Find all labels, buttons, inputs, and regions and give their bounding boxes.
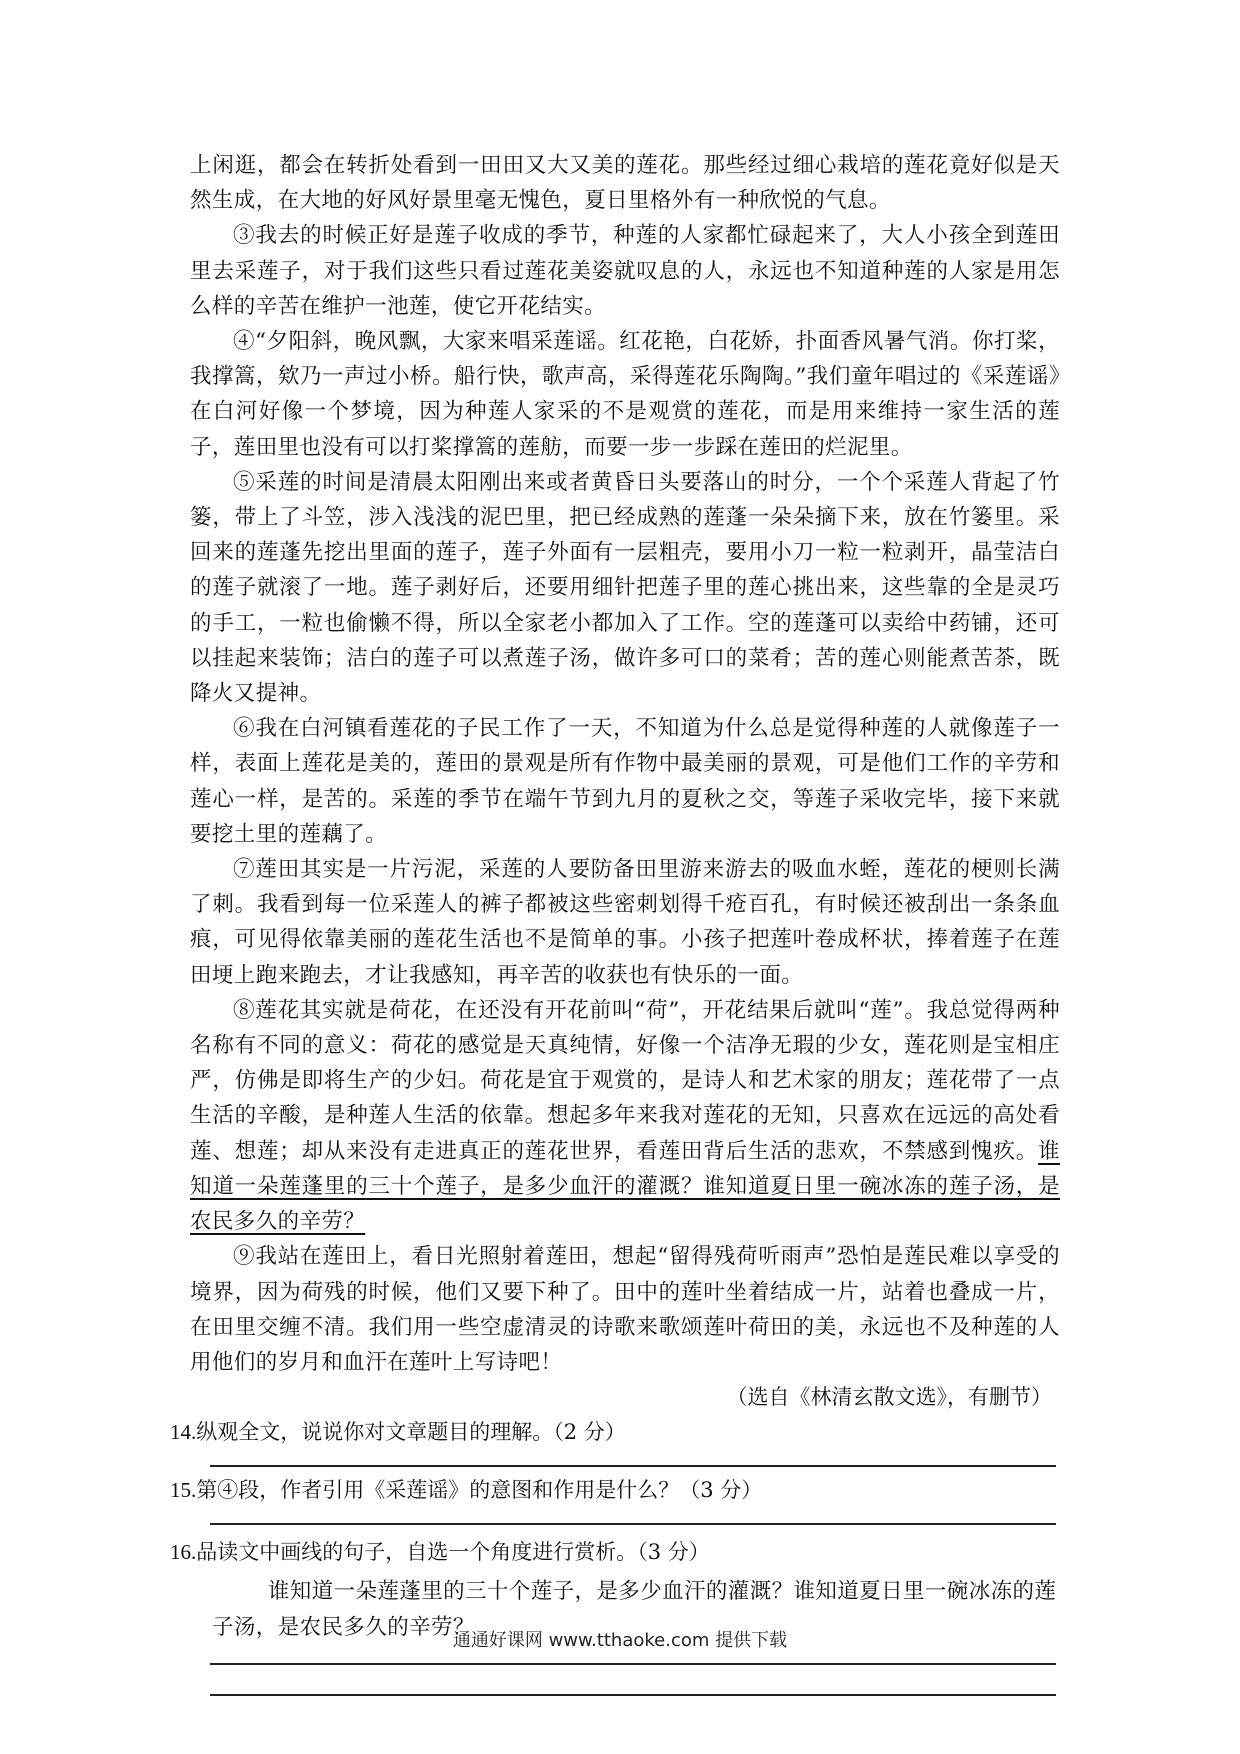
underlined-sentence: 谁知道一朵莲蓬里的三十个莲子，是多少血汗的灌溉？谁知道夏日里一碗冰冻的莲子汤，是农民多久的辛劳？ [190,1138,1060,1235]
question-text: 第④段，作者引用《采莲谣》的意图和作用是什么？（3 分） [196,1478,763,1503]
paragraph-3: ③我去的时候正好是莲子收成的季节，种莲的人家都忙碌起来了，大人小孩全到莲田里去采莲子，对于我们这些只看过莲花美姿就叹息的人，永远也不知道种莲的人家是用怎么样的辛苦在维护一池莲，使它开花结实。 [190,223,1060,319]
paragraph-6: ⑥我在白河镇看莲花的子民工作了一天，不知道为什么总是觉得种莲的人就像莲子一样，表面上莲花是美的，莲田的景观是所有作物中最美丽的景观，可是他们工作的辛劳和莲心一样，是苦的。采莲的季节在端午节到九月的夏秋之交，等莲子采收完毕，接下来就要挖土里的莲藕了。 [190,716,1060,847]
answer-line[interactable] [210,1693,1056,1696]
question-15 [170,1473,1060,1525]
footer-credit: 通通好课网 www.tthaoke.com 提供下载 [452,1630,788,1651]
answer-line[interactable] [210,1522,1056,1525]
paragraph-continued: 上闲逛，都会在转折处看到一田田又大又美的莲花。那些经过细心栽培的莲花竟好似是天然生成，在大地的好风好景里毫无愧色，夏日里格外有一种欣悦的气息。 [190,153,1060,214]
question-number: 16. [170,1540,197,1565]
question-number: 15. [170,1478,197,1503]
paragraph-5: ⑤采莲的时间是清晨太阳刚出来或者黄昏日头要落山的时分，一个个采莲人背起了竹篓，带上了斗笠，涉入浅浅的泥巴里，把已经成熟的莲蓬一朵朵摘下来，放在竹篓里。采回来的莲蓬先挖出里面的莲子，莲子外面有一层粗壳，要用小刀一粒一粒剥开，晶莹洁白的莲子就滚了一地。莲子剥好后，还要用细针把莲子里的莲心挑出来，这些靠的全是灵巧的手工，一粒也偷懒不得，所以全家老小都加入了工作。空的莲蓬可以卖给中药铺，还可以挂起来装饰；洁白的莲子可以煮莲子汤，做许多可口的菜肴；苦的莲心则能煮苦茶，既降火又提神。 [190,469,1060,707]
paragraph-4: ④“夕阳斜，晚风飘，大家来唱采莲谣。红花艳，白花娇，扑面香风暑气消。你打桨，我撑篙，欸乃一声过小桥。船行快，歌声高，采得莲花乐陶陶。”我们童年唱过的《采莲谣》在白河好像一个梦境，因为种莲人家采的不是观赏的莲花，而是用来维持一家生活的莲子，莲田里也没有可以打桨撑篙的莲舫，而要一步一步踩在莲田的烂泥里。 [190,329,1060,460]
question-text: 品读文中画线的句子，自选一个角度进行赏析。（3 分） [196,1540,710,1565]
question-14 [170,1415,1060,1467]
question-16 [170,1535,1060,1696]
paragraph-7: ⑦莲田其实是一片污泥，采莲的人要防备田里游来游去的吸血水蛭，莲花的梗则长满了刺。我看到每一位采莲人的裤子都被这些密刺划得千疮百孔，有时候还被刮出一条条血痕，可见得依靠美丽的莲花生活也不是简单的事。小孩子把莲叶卷成杯状，捧着莲子在莲田埂上跑来跑去，才让我感知，再辛苦的收获也有快乐的一面。 [190,857,1060,988]
question-number: 14. [170,1420,197,1445]
paragraph-8 [190,993,1060,1239]
answer-line[interactable] [210,1464,1056,1467]
quoted-sentence: 谁知道一朵莲蓬里的三十个莲子，是多少血汗的灌溉？谁知道夏日里一碗冰冻的莲子汤，是农民多久的辛劳？ [212,1579,1057,1641]
source-citation: （选自《林清玄散文选》，有删节） [726,1385,1052,1410]
question-text: 纵观全文，说说你对文章题目的理解。（2 分） [196,1420,626,1445]
reading-passage [170,148,1060,1696]
paragraph-9: ⑨我站在莲田上，看日光照射着莲田，想起“留得残荷听雨声”恐怕是莲民难以享受的境界，因为荷残的时候，他们又要下种了。田中的莲叶坐着结成一片，站着也叠成一片，在田里交缠不清。我们用一些空虚清灵的诗歌来歌颂莲叶荷田的美，永远也不及种莲的人用他们的岁月和血汗在莲叶上写诗吧！ [190,1244,1060,1375]
answer-line[interactable] [210,1662,1056,1665]
paragraph-8-text: ⑧莲花其实就是荷花，在还没有开花前叫“荷”，开花结果后就叫“莲”。我总觉得两种名称有不同的意义：荷花的感觉是天真纯情，好像一个洁净无瑕的少女，莲花则是宝相庄严，仿佛是即将生产的少妇。荷花是宜于观赏的，是诗人和艺术家的朋友；莲花带了一点生活的辛酸，是种莲人生活的依靠。想起多年来我对莲花的无知，只喜欢在远远的高处看莲、想莲；却从来没有走进真正的莲花世界，看莲田背后生活的悲欢，不禁感到愧疚。 [190,997,1060,1164]
